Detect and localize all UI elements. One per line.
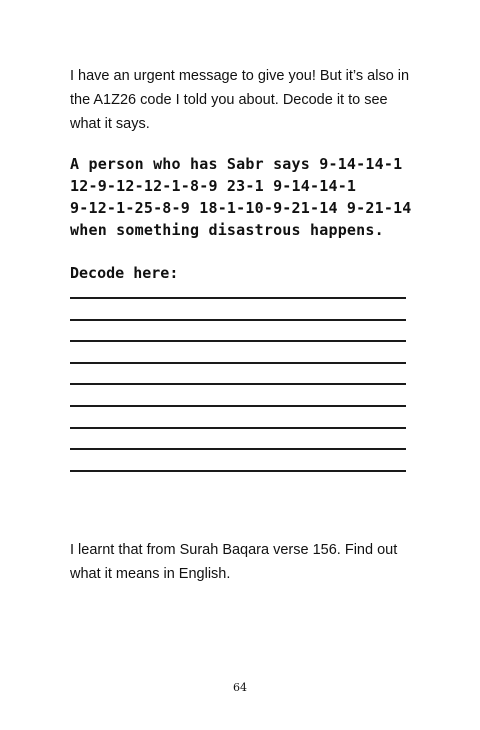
answer-line[interactable]: [70, 340, 406, 342]
answer-line[interactable]: [70, 319, 406, 321]
closing-paragraph: I learnt that from Surah Baqara verse 156. Find out what it means in English.: [70, 542, 398, 582]
coded-message-line-4: when something disastrous happens.: [70, 221, 384, 239]
answer-line[interactable]: [70, 427, 406, 429]
answer-line[interactable]: [70, 405, 406, 407]
coded-message-line-2: 12-9-12-12-1-8-9 23-1 9-14-14-1: [70, 177, 357, 195]
coded-message-line-3: 9-12-1-25-8-9 18-1-10-9-21-14 9-21-14: [70, 199, 412, 217]
page-number: 64: [233, 681, 247, 694]
answer-line[interactable]: [70, 448, 406, 450]
answer-line[interactable]: [70, 470, 406, 472]
answer-line[interactable]: [70, 297, 406, 299]
intro-paragraph: I have an urgent message to give you! But it’s also in the A1Z26 code I told you about. Decode it to see what it says.: [70, 68, 410, 132]
coded-message: [70, 153, 415, 241]
answer-line[interactable]: [70, 383, 406, 385]
answer-lines: [70, 297, 406, 491]
decode-heading: Decode here:: [70, 264, 179, 282]
answer-line[interactable]: [70, 362, 406, 364]
coded-message-line-1: A person who has Sabr says 9-14-14-1: [70, 155, 403, 173]
